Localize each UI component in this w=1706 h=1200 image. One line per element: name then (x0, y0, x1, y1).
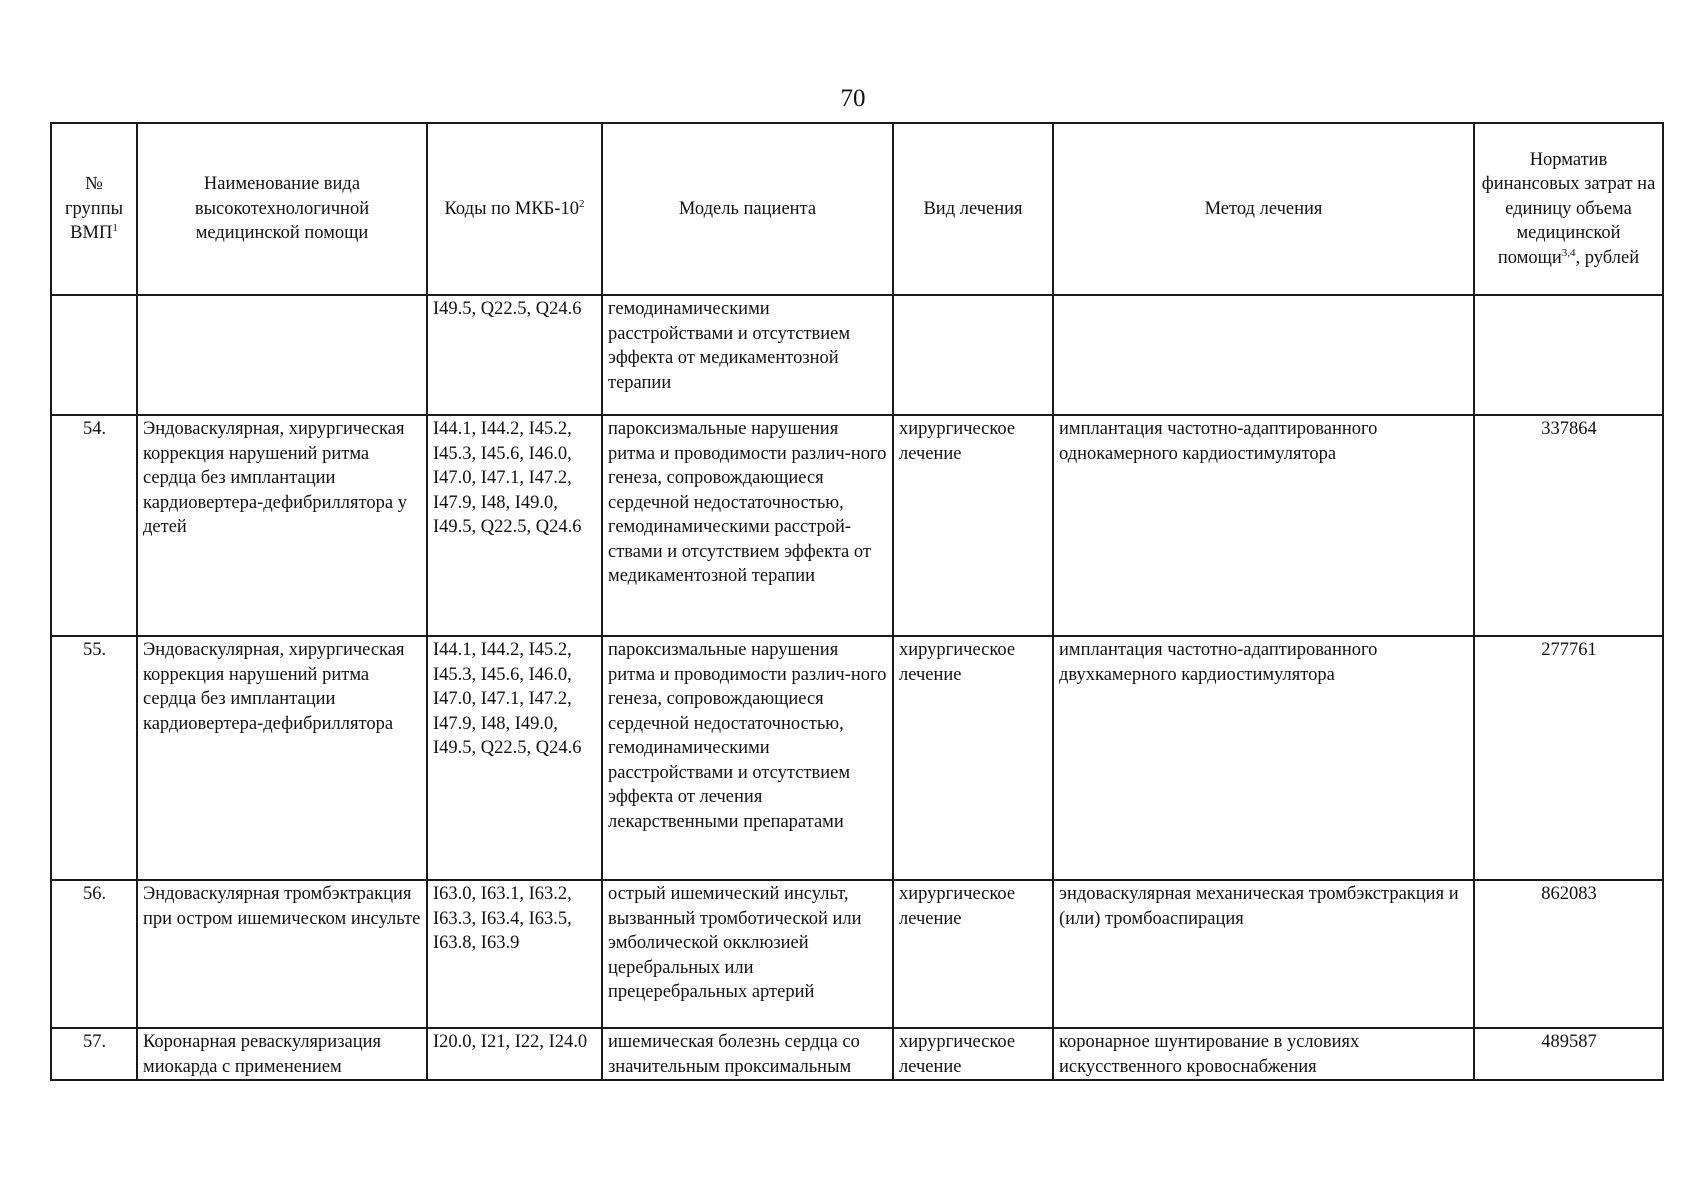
cell-model: пароксизмальные нарушения ритма и проводимости различ-ного генеза, сопровождающиеся сердечной недостаточностью, гемодинамическими расстройствами и отсутствием эффекта от лечения лекарственными препаратами (602, 636, 893, 880)
cell-name: Эндоваскулярная, хирургическая коррекция нарушений ритма сердца без имплантации кардиовертера-дефибриллятора (137, 636, 427, 880)
cell-model: гемодинамическими расстройствами и отсутствием эффекта от медикаментозной терапии (602, 295, 893, 415)
cell-codes: I63.0, I63.1, I63.2, I63.3, I63.4, I63.5, I63.8, I63.9 (427, 880, 602, 1028)
header-treatment-type: Вид лечения (893, 123, 1053, 295)
cell-codes: I44.1, I44.2, I45.2, I45.3, I45.6, I46.0, I47.0, I47.1, I47.2, I47.9, I48, I49.0, I49.5, Q22.5, Q24.6 (427, 636, 602, 880)
footnote-mark: 1 (112, 222, 118, 235)
header-model: Модель пациента (602, 123, 893, 295)
table-row (51, 415, 1663, 636)
cell-name: Эндоваскулярная тромбэктракция при остром ишемическом инсульте (137, 880, 427, 1028)
cell-treatment: хирургическое лечение (893, 880, 1053, 1028)
cell-cost: 489587 (1474, 1028, 1663, 1080)
cell-number (51, 295, 137, 415)
cell-cost: 862083 (1474, 880, 1663, 1028)
cell-codes: I49.5, Q22.5, Q24.6 (427, 295, 602, 415)
cell-treatment (893, 295, 1053, 415)
header-group-no: № группы ВМП$^1$ (51, 123, 137, 295)
footnote-mark: 2 (578, 197, 585, 210)
cell-codes: I44.1, I44.2, I45.2, I45.3, I45.6, I46.0, I47.0, I47.1, I47.2, I47.9, I48, I49.0, I49.5, Q22.5, Q24.6 (427, 415, 602, 636)
table-row (51, 880, 1663, 1028)
cell-method (1053, 295, 1474, 415)
header-cost: Норматив финансовых затрат на единицу объема медицинской помощи$^{3,4}$, рублей (1474, 123, 1663, 295)
cell-treatment: хирургическое лечение (893, 636, 1053, 880)
cell-name: Коронарная реваскуляризация миокарда с применением (137, 1028, 427, 1080)
cell-cost: 277761 (1474, 636, 1663, 880)
header-method: Метод лечения (1053, 123, 1474, 295)
table-row (51, 1028, 1663, 1080)
cell-model: пароксизмальные нарушения ритма и проводимости различ-ного генеза, сопровождающиеся сердечной недостаточностью, гемодинамическими расстрой-ствами и отсутствием эффекта от медикаментозной терапии (602, 415, 893, 636)
header-row (51, 123, 1663, 295)
cell-number: 55. (51, 636, 137, 880)
table-row (51, 295, 1663, 415)
cell-model: острый ишемический инсульт, вызванный тромботической или эмболической окклюзией церебральных или прецеребральных артерий (602, 880, 893, 1028)
cell-treatment: хирургическое лечение (893, 1028, 1053, 1080)
cell-method: коронарное шунтирование в условиях искусственного кровоснабжения (1053, 1028, 1474, 1080)
cell-name (137, 295, 427, 415)
cell-name: Эндоваскулярная, хирургическая коррекция нарушений ритма сердца без имплантации кардиовертера-дефибриллятора у детей (137, 415, 427, 636)
cell-cost (1474, 295, 1663, 415)
cell-method: имплантация частотно-адаптированного двухкамерного кардиостимулятора (1053, 636, 1474, 880)
cell-treatment: хирургическое лечение (893, 415, 1053, 636)
header-name: Наименование вида высокотехнологичной медицинской помощи (137, 123, 427, 295)
cell-method: эндоваскулярная механическая тромбэкстракция и (или) тромбоаспирация (1053, 880, 1474, 1028)
cell-model: ишемическая болезнь сердца со значительным проксимальным (602, 1028, 893, 1080)
vmp-table (50, 122, 1664, 1081)
cell-number: 54. (51, 415, 137, 636)
page-number: 70 (840, 85, 866, 112)
table-row (51, 636, 1663, 880)
cell-cost: 337864 (1474, 415, 1663, 636)
cell-number: 56. (51, 880, 137, 1028)
header-codes: Коды по МКБ-$10^2$ (427, 123, 602, 295)
cell-method: имплантация частотно-адаптированного однокамерного кардиостимулятора (1053, 415, 1474, 636)
cell-number: 57. (51, 1028, 137, 1080)
cell-codes: I20.0, I21, I22, I24.0 (427, 1028, 602, 1080)
footnote-mark: 3,4 (1561, 246, 1576, 259)
